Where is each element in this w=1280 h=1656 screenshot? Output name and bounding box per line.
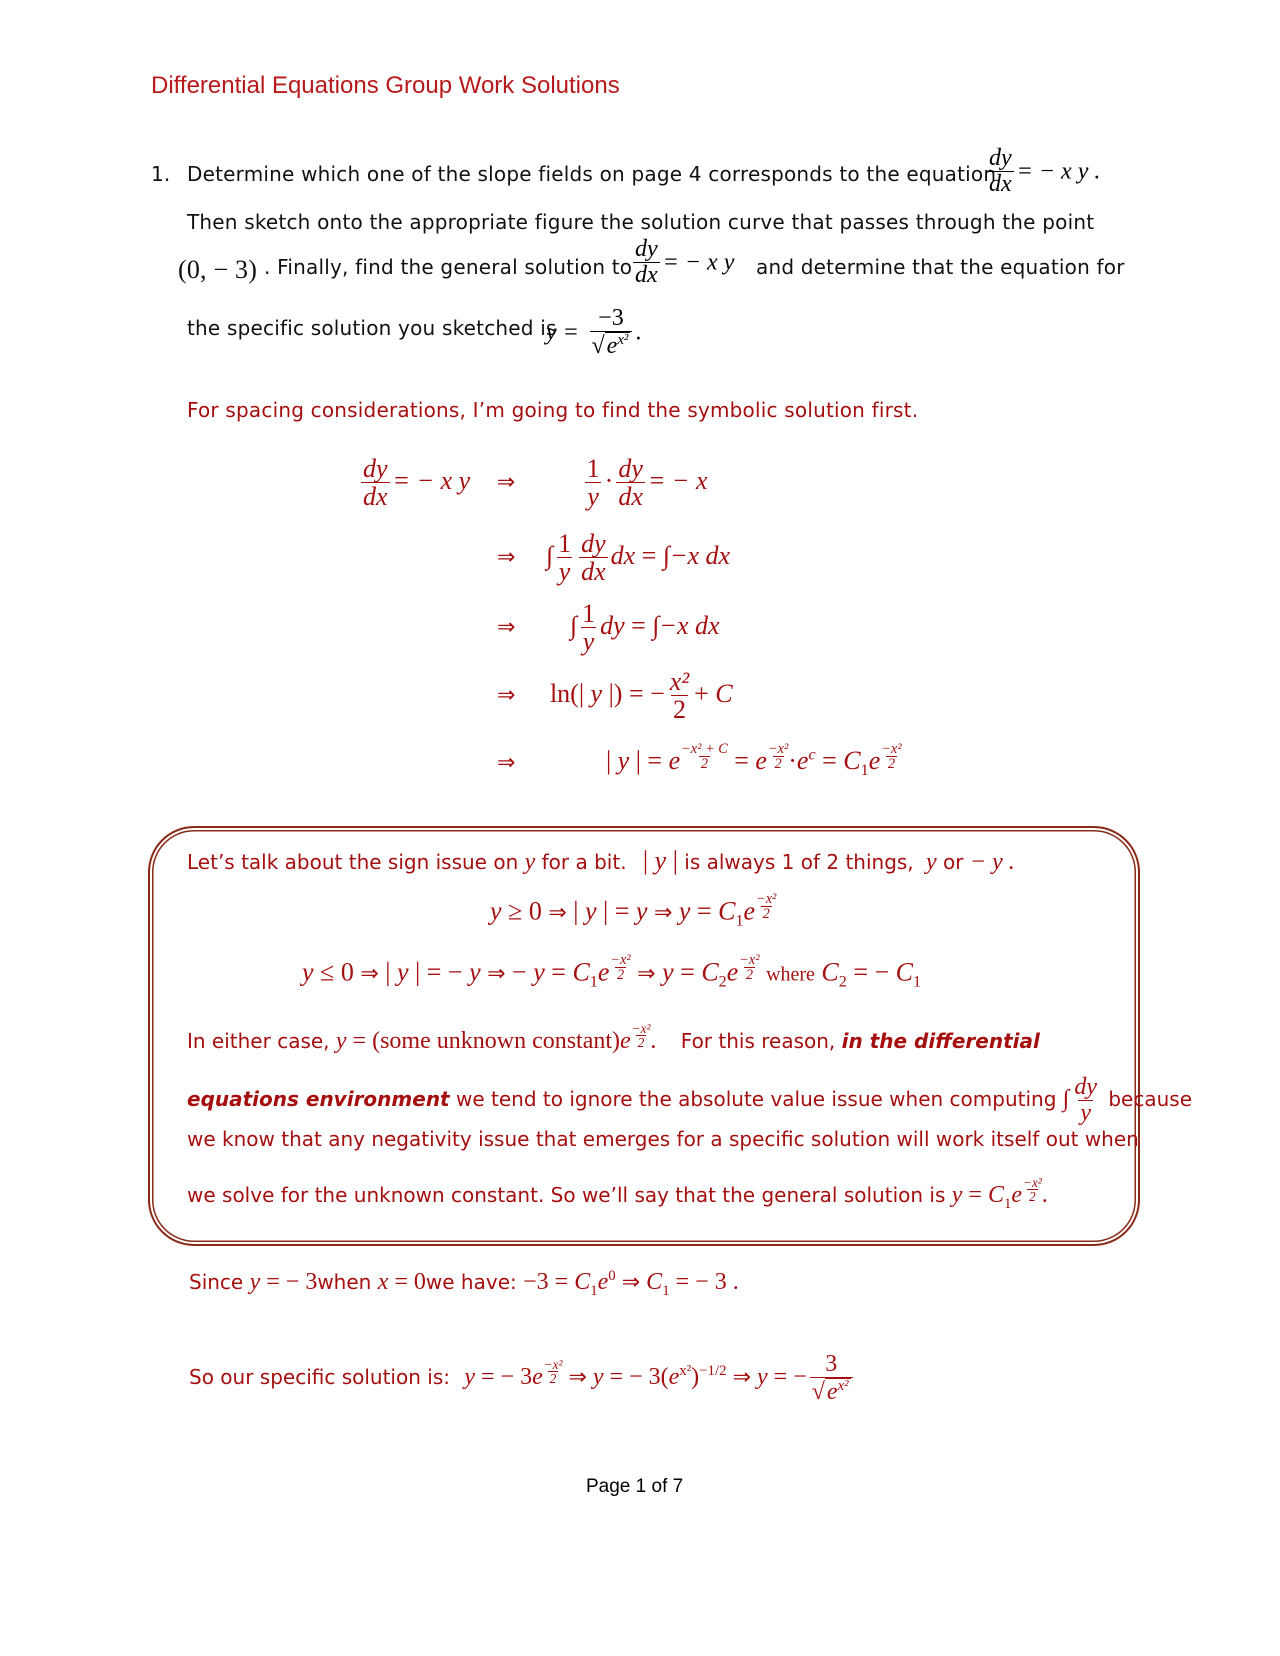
specific-solution-target: y = $\frac{-3}{√e^{x^2}}$ . [546,305,642,360]
since-c: we have: [425,1270,517,1294]
box-line-1-b: for a bit. [541,850,627,874]
env-b: we tend to ignore the absolute value issue when computing [455,1087,1057,1112]
specific-label: So our specific solution is: [189,1365,450,1390]
since-a: Since [189,1270,244,1294]
box-line-1-a: Let’s talk about the sign issue on [187,850,519,874]
specific-line: So our specific solution is: y = − 3e $\frac{\text{−x²}}{2}$ ⇒ y = − $3(e^{x^2})^{-1/2}$ ⇒ y = − $\frac{3}{√e^{x^2}}$ [189,1352,856,1405]
where-label: where [766,963,815,986]
page-number: Page 1 of 7 [586,1476,684,1497]
problem-line-3: . Finally, find the general solution to [264,255,633,279]
since-line: Since y = − 3when x = 0we have: $-3 = C_1e^0$ ⇒ $C_1$ = − 3 . [189,1268,739,1299]
intro-text: For spacing considerations, I’m going to find the symbolic solution first. [187,398,919,422]
case-negative: y ≤ 0 ⇒ | y | = − y ⇒ − $y = C_1e$ $\frac{\text{−x²}}{2}$ ⇒ $y = C_2e$ $\frac{\text{−x²}}{2}$ where $C_2$ = − $C_1$ [302,952,922,991]
box-know-line: we know that any negativity issue that emerges for a specific solution will work itself out when [187,1127,1139,1151]
box-line-1-c: is always 1 of 2 things, [684,850,914,874]
env-a: equations environment [187,1087,450,1112]
box-solve-line: we solve for the unknown constant. So we’ll say that the general solution is $y = C_1e$ $\frac{\text{−x²}}{2}$ . [187,1175,1048,1212]
problem-line-1: Determine which one of the slope fields on page 4 corresponds to the equation [187,162,997,186]
problem-line-4: the specific solution you sketched is [187,316,557,340]
document-title: Differential Equations Group Work Solutions [151,72,620,99]
either-c: in the differential [841,1029,1040,1054]
point: (0, − 3) [178,255,258,284]
box-either-case: In either case, y = (some unknown constant)e $\frac{\text{−x²}}{2}$ . For this reason, in the differential [187,1021,1040,1055]
problem-number: 1. [151,162,171,186]
equation-dydx-2: $\frac{dy}{dx}$ = − x y [635,236,735,289]
either-a: In either case, [187,1029,330,1054]
problem-line-3-end: and determine that the equation for [756,255,1125,279]
derivation-step-4: ⇒ ln(| y |) = − $\frac{\text{x²}}{2}$ + C [497,667,733,725]
derivation-step-1: $\frac{dy}{dx}$ = − x y ⇒ $\frac{1}{y}$ · $\frac{dy}{dx}$ = − x [363,454,708,512]
equation-dydx-1: $\frac{dy}{dx}$ = − x y . [989,145,1101,198]
solve-text: we solve for the unknown constant. So we’ll say that the general solution is [187,1183,946,1208]
env-c: because [1108,1087,1193,1112]
box-env-line: equations environment we tend to ignore the absolute value issue when computing ∫ $\frac{dy}{y}$ because [187,1074,1193,1127]
box-line-1-d: or [943,850,964,874]
problem-line-2: Then sketch onto the appropriate figure the solution curve that passes through the point [187,210,1095,234]
box-line-1: Let’s talk about the sign issue on y for a bit. | y | is always 1 of 2 things, y or − y . [187,846,1015,875]
case-positive: y ≥ 0 ⇒ | y | = y ⇒ $y = C_1e$ $\frac{\text{−x²}}{2}$ [490,891,777,930]
derivation-step-2: ⇒ ∫ $\frac{1}{y}$ $\frac{dy}{dx}$ dx = ∫−x dx [497,529,731,587]
either-b: For this reason, [680,1029,836,1054]
derivation-step-5: ⇒ | y | = e $\frac{\text{−x² + C}}{2}$ = e $\frac{\text{−x²}}{2}$ $\cdot e^c = C_1e$ $\frac{\text{−x²}}{2}$ [497,741,902,780]
derivation-step-3: ⇒ ∫ $\frac{1}{y}$ dy = ∫−x dx [497,599,720,657]
since-b: when [317,1270,372,1294]
